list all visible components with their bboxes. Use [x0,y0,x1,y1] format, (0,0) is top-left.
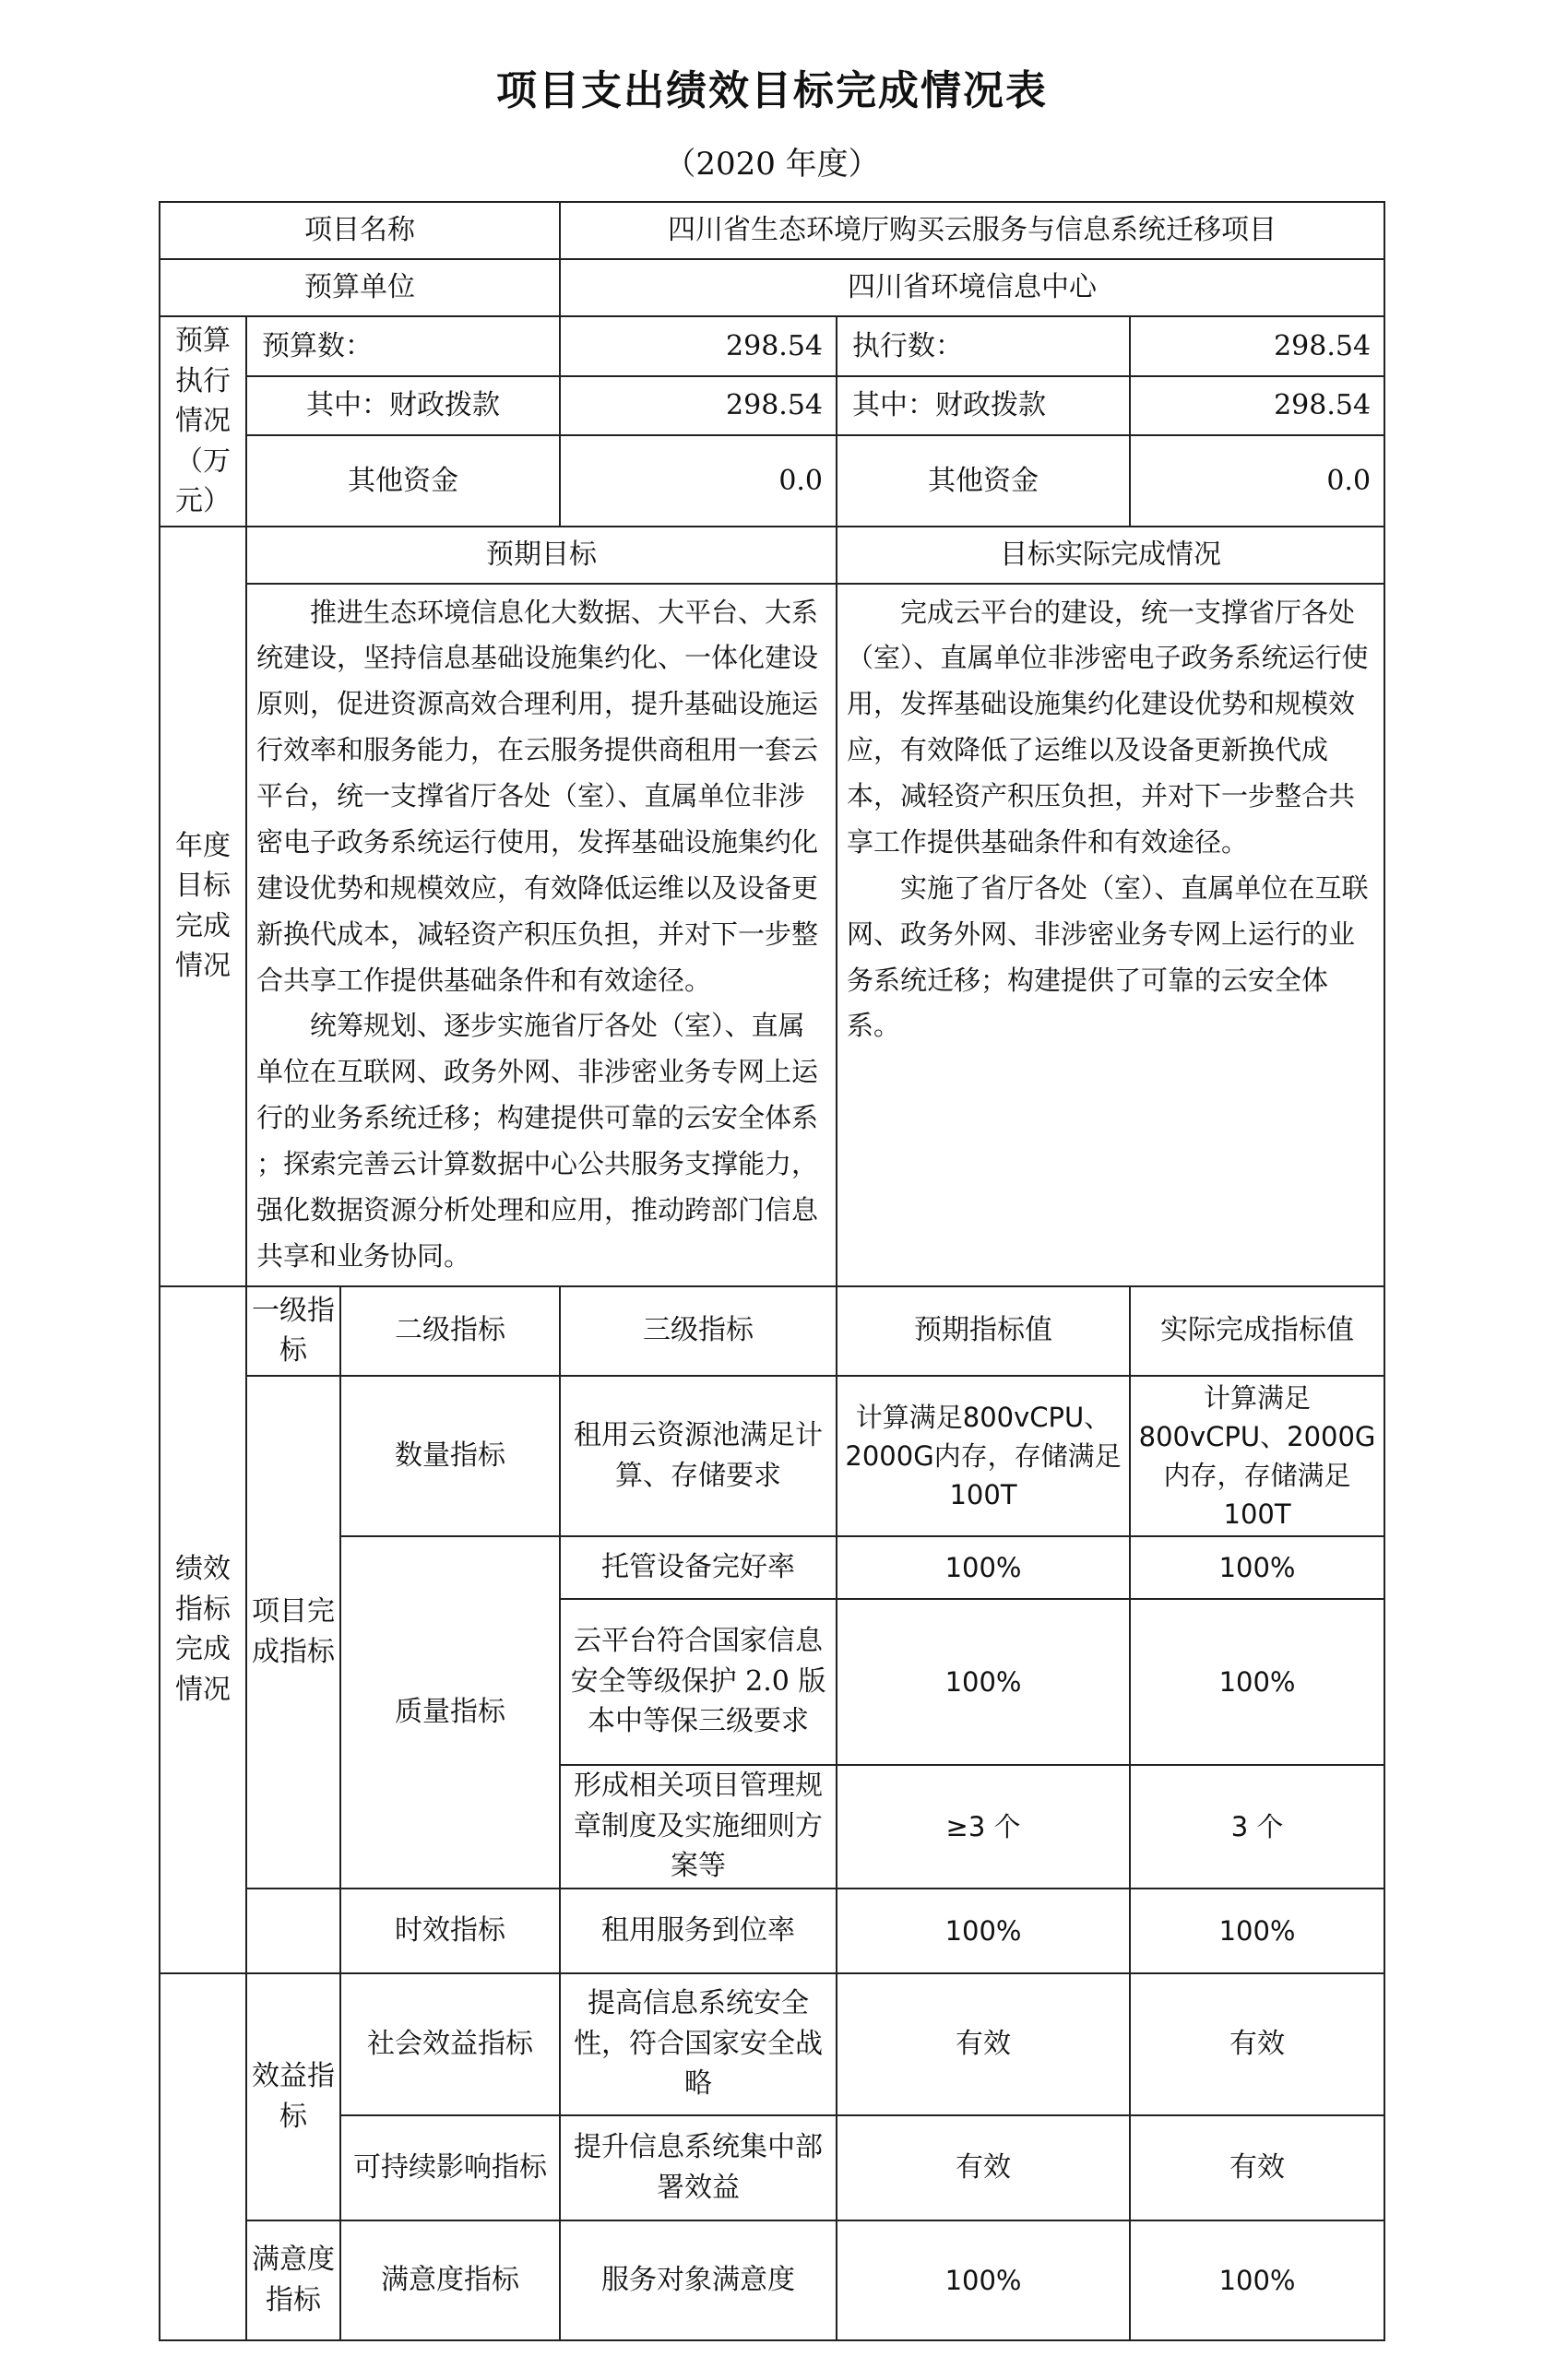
header-level3: 三级指标 [560,1286,837,1376]
project-name-label: 项目名称 [160,202,560,259]
actual-value-cell: 100% [1130,1889,1384,1973]
annual-section-label: 年度目标完成情况 [160,527,246,1286]
actual-value-cell: 3 个 [1130,1765,1384,1889]
actual-goal-text [837,584,1384,1286]
actual-value-cell: 100% [1130,1536,1384,1599]
header-actual: 实际完成指标值 [1130,1286,1384,1376]
group-benefit: 效益指标 [246,1973,340,2220]
satisfaction-indicator-label: 满意度指标 [340,2220,560,2340]
actual-value-cell: 计算满足800vCPU、2000G内存，存储满足100T [1130,1376,1384,1536]
group-blank-cell [246,1889,340,1973]
header-level2: 二级指标 [340,1286,560,1376]
sustain-indicator-label: 可持续影响指标 [340,2115,560,2220]
performance-table [159,201,1385,2341]
expected-value-cell: ≥3 个 [837,1765,1130,1889]
header-expected: 预期指标值 [837,1286,1130,1376]
actual-goal-paragraph-1: 完成云平台的建设，统一支撑省厅各处（室）、直属单位非涉密电子政务系统运行使用，发挥基础设施集约化建设优势和规模效应，有效降低了运维以及设备更新换代成本，减轻资产积压负担，并对下一步整合共享工作提供基础条件和有效途径。 [847,596,1369,858]
actual-goal-header: 目标实际完成情况 [837,527,1384,584]
expected-goal-paragraph-1: 推进生态环境信息化大数据、大平台、大系统建设，坚持信息基础设施集约化、一体化建设原则，促进资源高效合理利用，提升基础设施运行效率和服务能力，在云服务提供商租用一套云平台，统一支撑省厅各处（室）、直属单位非涉密电子政务系统运行使用，发挥基础设施集约化建设优势和规模效应，有效降低运维以及设备更新换代成本，减轻资产积压负担，并对下一步整合共享工作提供基础条件和有效途径。 [256,596,819,996]
expected-goal-paragraph-2: 统筹规划、逐步实施省厅各处（室）、直属单位在互联网、政务外网、非涉密业务专网上运行的业务系统迁移；构建提供可靠的云安全体系 ；探索完善云计算数据中心公共服务支撑能力，强化数据资源分析处理和应用，推动跨部门信息共享和业务协同。 [256,1010,819,1272]
expected-value-cell: 有效 [837,1973,1130,2115]
project-name-value: 四川省生态环境厅购买云服务与信息系统迁移项目 [560,202,1384,259]
indicator-cell: 形成相关项目管理规章制度及实施细则方案等 [560,1765,837,1889]
indicator-cell: 提升信息系统集中部署效益 [560,2115,837,2220]
fiscal-exec-label: 其中：财政拨款 [837,376,1130,436]
actual-value-cell: 100% [1130,2220,1384,2340]
fiscal-budget-label: 其中：财政拨款 [246,376,560,436]
expected-value-cell: 100% [837,1536,1130,1599]
budget-unit-value: 四川省环境信息中心 [560,259,1384,316]
group-project-completion: 项目完成指标 [246,1376,340,1889]
expected-goal-header: 预期目标 [246,527,837,584]
actual-value-cell: 100% [1130,1599,1384,1765]
expected-value-cell: 100% [837,1599,1130,1765]
other-funds-budget: 0.0 [560,435,837,526]
indicator-cell: 服务对象满意度 [560,2220,837,2340]
header-level1: 一级指标 [246,1286,340,1376]
fiscal-budget-value: 298.54 [560,376,837,436]
expected-value-cell: 100% [837,2220,1130,2340]
page-subtitle: （2020 年度） [664,146,880,183]
expected-value-cell: 100% [837,1889,1130,1973]
other-funds-label: 其他资金 [246,435,560,526]
performance-section-label: 绩效指标完成情况 [160,1286,246,1973]
other-funds-exec-label: 其他资金 [837,435,1130,526]
budget-amount-label: 预算数： [246,316,560,376]
page-title: 项目支出绩效目标完成情况表 [496,67,1048,114]
expected-value-cell: 有效 [837,2115,1130,2220]
indicator-cell: 租用服务到位率 [560,1889,837,1973]
timeliness-indicator-label: 时效指标 [340,1889,560,1973]
indicator-cell: 云平台符合国家信息安全等级保护 2.0 版本中等保三级要求 [560,1599,837,1765]
actual-value-cell: 有效 [1130,1973,1384,2115]
quality-indicator-label: 质量指标 [340,1536,560,1889]
quantity-indicator-label: 数量指标 [340,1376,560,1536]
fiscal-exec-value: 298.54 [1130,376,1384,436]
budget-amount-value: 298.54 [560,316,837,376]
performance-section-continued [160,1973,246,2340]
indicator-cell: 提高信息系统安全性，符合国家安全战略 [560,1973,837,2115]
indicator-cell: 租用云资源池满足计算、存储要求 [560,1376,837,1536]
social-indicator-label: 社会效益指标 [340,1973,560,2115]
expected-value-cell: 计算满足800vCPU、2000G内存，存储满足100T [837,1376,1130,1536]
expected-goal-text [246,584,837,1286]
exec-amount-value: 298.54 [1130,316,1384,376]
indicator-cell: 托管设备完好率 [560,1536,837,1599]
budget-unit-label: 预算单位 [160,259,560,316]
exec-amount-label: 执行数： [837,316,1130,376]
actual-goal-paragraph-2: 实施了省厅各处（室）、直属单位在互联网、政务外网、非涉密业务专网上运行的业务系统迁移；构建提供了可靠的云安全体系。 [847,871,1369,1042]
budget-section-label: 预算执行情况（万元） [160,316,246,527]
group-satisfaction: 满意度指标 [246,2220,340,2340]
other-funds-exec: 0.0 [1130,435,1384,526]
actual-value-cell: 有效 [1130,2115,1384,2220]
